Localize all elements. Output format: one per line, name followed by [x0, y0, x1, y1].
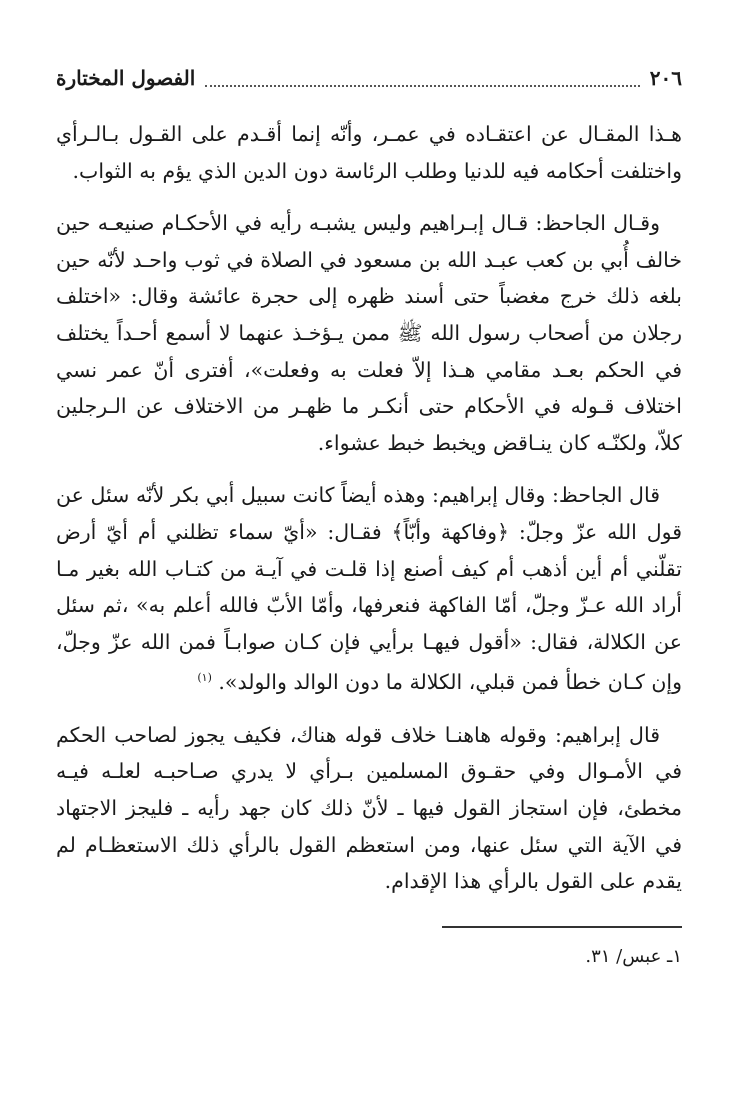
footnote-separator: [442, 926, 682, 928]
paragraph-3: [56, 477, 682, 700]
book-title: الفصول المختارة: [56, 66, 196, 90]
paragraph-1: هـذا المقـال عن اعتقـاده في عمـر، وأنّه إنما أقـدم على القـول بـالـرأي واختلفت أحكامه فيه للدنيا وطلب الرئاسة دون الدين الذي يؤم به الثواب.: [56, 122, 682, 183]
page-number: ٢٠٦: [649, 66, 682, 90]
footnote-separator-wrap: [56, 916, 682, 936]
page-header: [56, 58, 682, 98]
page-body: [56, 116, 682, 900]
paragraph-3-text: قال الجاحظ: وقال إبراهيم: وهذه أيضاً كانت سبيل أبي بكر لأنّه سئل عن قول الله عزّ وجلّ: ﴿وفاكهة وأبّاً﴾ فقـال: «أيّ سماء تظلني أم أيّ أرض تقلّني أم أين أذهب أم كيف أصنع إذا قلـت في آيـة من كتـاب الله بغير مـا أراد الله عـزّ وجلّ، أمّا الفاكهة فنعرفها، وأمّا الأبّ فالله أعلم به» ،ثم سئل عن الكلالة، فقال: «أقول فيهـا برأيي فإن كـان صوابـاً فمن الله عزّ وجلّ، وإن كـان خطأ فمن قبلي، الكلالة ما دون الوالد والولد».: [56, 483, 682, 695]
paragraph-2: وقـال الجاحظ: قـال إبـراهيم وليس يشبـه رأيه في الأحكـام صنيعـه حين خالف أُبي بن كعب عبـد الله بن مسعود في الصلاة في ثوب واحـد لأنّه حين بلغه ذلك خرج مغضباً حتى أسند ظهره إلى حجرة عائشة وقال: «اختلف رجلان من أصحاب رسول الله ﷺ ممن يـؤخـذ عنهما لا أسمع أحـداً يختلف في الحكم بعـد مقامي هـذا إلاّ فعلت به وفعلت»، أفترى أنّ عمر نسي اختلاف قـوله في الأحكام حتى أنكـر ما ظهـر من الاختلاف عن الـرجلين كلاّ، ولكنّـه كان ينـاقض ويخبط خبط عشواء.: [56, 211, 682, 455]
paragraph-4: قال إبراهيم: وقوله هاهنـا خلاف قوله هناك، فكيف يجوز لصاحب الحكم في الأمـوال وفي حقـوق المسلمين بـرأي لا يدري صـاحبـه لعلـه فيـه مخطئ، فإن استجاز القول فيها ـ لأنّ ذلك كان جهد رأيه ـ فليجز الاجتهاد في الآية التي سئل عنها، ومن استعظم القول بالرأي ذلك الاستعظـام لم يقدم على القول بالرأي هذا الإقدام.: [56, 722, 682, 894]
book-page: [56, 58, 682, 967]
footnote-marker: (١): [197, 671, 212, 685]
header-dotted-leader: [205, 85, 639, 87]
footnote: ١ـ عبس/ ٣١.: [585, 945, 682, 967]
